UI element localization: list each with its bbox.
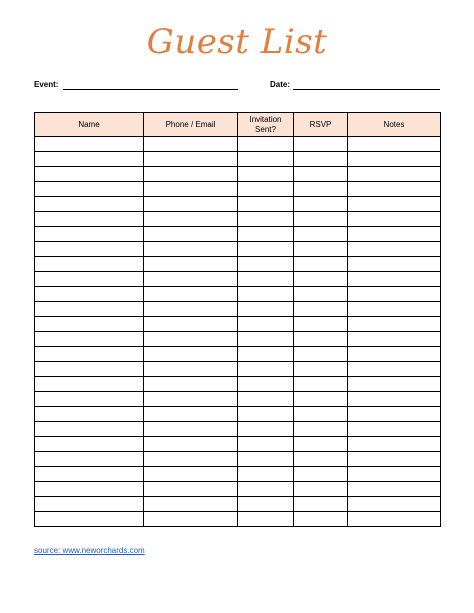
- table-row: [35, 317, 441, 332]
- date-field-line: [293, 89, 440, 90]
- invitation-sent-cell[interactable]: [238, 362, 294, 377]
- rsvp-cell[interactable]: [294, 512, 348, 527]
- guest-list-table: [34, 112, 441, 527]
- rsvp-cell[interactable]: [294, 467, 348, 482]
- invitation-sent-cell[interactable]: [238, 212, 294, 227]
- table-row: [35, 452, 441, 467]
- invitation-sent-cell[interactable]: [238, 167, 294, 182]
- invitation-sent-cell[interactable]: [238, 407, 294, 422]
- name-cell[interactable]: [35, 407, 144, 422]
- table-row: [35, 512, 441, 527]
- rsvp-cell[interactable]: [294, 332, 348, 347]
- table-row: [35, 497, 441, 512]
- invitation-sent-cell[interactable]: [238, 392, 294, 407]
- notes-cell[interactable]: [348, 212, 441, 227]
- rsvp-cell[interactable]: [294, 137, 348, 152]
- name-cell[interactable]: [35, 347, 144, 362]
- notes-cell[interactable]: [348, 272, 441, 287]
- name-cell[interactable]: [35, 227, 144, 242]
- phone-email-cell[interactable]: [144, 377, 238, 392]
- phone-email-cell[interactable]: [144, 152, 238, 167]
- rsvp-cell[interactable]: [294, 197, 348, 212]
- phone-email-cell[interactable]: [144, 362, 238, 377]
- table-row: [35, 362, 441, 377]
- name-cell[interactable]: [35, 137, 144, 152]
- notes-cell[interactable]: [348, 452, 441, 467]
- rsvp-cell[interactable]: [294, 227, 348, 242]
- rsvp-cell[interactable]: [294, 287, 348, 302]
- rsvp-cell[interactable]: [294, 302, 348, 317]
- notes-cell[interactable]: [348, 377, 441, 392]
- phone-email-cell[interactable]: [144, 452, 238, 467]
- column-header-notes: Notes: [348, 113, 441, 137]
- table-row: [35, 377, 441, 392]
- notes-cell[interactable]: [348, 137, 441, 152]
- invitation-sent-cell[interactable]: [238, 512, 294, 527]
- invitation-sent-cell[interactable]: [238, 317, 294, 332]
- notes-cell[interactable]: [348, 512, 441, 527]
- table-header-row: [35, 113, 441, 137]
- rsvp-cell[interactable]: [294, 422, 348, 437]
- table-row: [35, 302, 441, 317]
- table-row: [35, 332, 441, 347]
- invitation-sent-cell[interactable]: [238, 227, 294, 242]
- rsvp-cell[interactable]: [294, 497, 348, 512]
- name-cell[interactable]: [35, 242, 144, 257]
- table-row: [35, 182, 441, 197]
- table-row: [35, 392, 441, 407]
- table-row: [35, 137, 441, 152]
- name-cell[interactable]: [35, 437, 144, 452]
- invitation-sent-cell[interactable]: [238, 272, 294, 287]
- name-cell[interactable]: [35, 497, 144, 512]
- phone-email-cell[interactable]: [144, 512, 238, 527]
- name-cell[interactable]: [35, 257, 144, 272]
- phone-email-cell[interactable]: [144, 287, 238, 302]
- notes-cell[interactable]: [348, 242, 441, 257]
- rsvp-cell[interactable]: [294, 257, 348, 272]
- rsvp-cell[interactable]: [294, 407, 348, 422]
- notes-cell[interactable]: [348, 257, 441, 272]
- rsvp-cell[interactable]: [294, 347, 348, 362]
- name-cell[interactable]: [35, 467, 144, 482]
- table-row: [35, 212, 441, 227]
- notes-cell[interactable]: [348, 497, 441, 512]
- invitation-sent-cell[interactable]: [238, 287, 294, 302]
- table-row: [35, 242, 441, 257]
- table-row: [35, 482, 441, 497]
- table-row: [35, 407, 441, 422]
- column-header-invitation-sent: Invitation Sent?: [238, 113, 294, 137]
- phone-email-cell[interactable]: [144, 227, 238, 242]
- phone-email-cell[interactable]: [144, 437, 238, 452]
- invitation-sent-cell[interactable]: [238, 257, 294, 272]
- table-row: [35, 167, 441, 182]
- invitation-sent-cell[interactable]: [238, 182, 294, 197]
- notes-cell[interactable]: [348, 467, 441, 482]
- table-row: [35, 227, 441, 242]
- name-cell[interactable]: [35, 197, 144, 212]
- notes-cell[interactable]: [348, 332, 441, 347]
- invitation-sent-cell[interactable]: [238, 452, 294, 467]
- table-row: [35, 197, 441, 212]
- phone-email-cell[interactable]: [144, 347, 238, 362]
- table-row: [35, 152, 441, 167]
- event-field-line: [63, 89, 238, 90]
- notes-cell[interactable]: [348, 152, 441, 167]
- table-row: [35, 287, 441, 302]
- phone-email-cell[interactable]: [144, 497, 238, 512]
- notes-cell[interactable]: [348, 182, 441, 197]
- notes-cell[interactable]: [348, 437, 441, 452]
- notes-cell[interactable]: [348, 362, 441, 377]
- page-title: Guest List: [146, 22, 328, 62]
- date-label: Date:: [270, 80, 291, 89]
- invitation-sent-cell[interactable]: [238, 422, 294, 437]
- name-cell[interactable]: [35, 332, 144, 347]
- phone-email-cell[interactable]: [144, 407, 238, 422]
- rsvp-cell[interactable]: [294, 242, 348, 257]
- name-cell[interactable]: [35, 212, 144, 227]
- phone-email-cell[interactable]: [144, 422, 238, 437]
- table-row: [35, 467, 441, 482]
- name-cell[interactable]: [35, 287, 144, 302]
- invitation-sent-cell[interactable]: [238, 332, 294, 347]
- source-link[interactable]: source: www.neworchards.com: [34, 546, 145, 555]
- notes-cell[interactable]: [348, 347, 441, 362]
- notes-cell[interactable]: [348, 317, 441, 332]
- invitation-sent-cell[interactable]: [238, 482, 294, 497]
- notes-cell[interactable]: [348, 227, 441, 242]
- invitation-sent-cell[interactable]: [238, 467, 294, 482]
- name-cell[interactable]: [35, 377, 144, 392]
- invitation-sent-cell[interactable]: [238, 437, 294, 452]
- invitation-sent-cell[interactable]: [238, 152, 294, 167]
- phone-email-cell[interactable]: [144, 137, 238, 152]
- phone-email-cell[interactable]: [144, 332, 238, 347]
- column-header-phone-email: Phone / Email: [144, 113, 238, 137]
- phone-email-cell[interactable]: [144, 197, 238, 212]
- column-header-rsvp: RSVP: [294, 113, 348, 137]
- phone-email-cell[interactable]: [144, 302, 238, 317]
- notes-cell[interactable]: [348, 287, 441, 302]
- table-row: [35, 437, 441, 452]
- rsvp-cell[interactable]: [294, 437, 348, 452]
- name-cell[interactable]: [35, 182, 144, 197]
- invitation-sent-cell[interactable]: [238, 302, 294, 317]
- invitation-sent-cell[interactable]: [238, 197, 294, 212]
- rsvp-cell[interactable]: [294, 377, 348, 392]
- phone-email-cell[interactable]: [144, 392, 238, 407]
- notes-cell[interactable]: [348, 167, 441, 182]
- event-label: Event:: [34, 80, 59, 89]
- notes-cell[interactable]: [348, 422, 441, 437]
- rsvp-cell[interactable]: [294, 152, 348, 167]
- phone-email-cell[interactable]: [144, 182, 238, 197]
- invitation-sent-cell[interactable]: [238, 497, 294, 512]
- notes-cell[interactable]: [348, 392, 441, 407]
- invitation-sent-cell[interactable]: [238, 377, 294, 392]
- guest-rows: [35, 137, 441, 527]
- rsvp-cell[interactable]: [294, 182, 348, 197]
- rsvp-cell[interactable]: [294, 362, 348, 377]
- rsvp-cell[interactable]: [294, 392, 348, 407]
- phone-email-cell[interactable]: [144, 317, 238, 332]
- phone-email-cell[interactable]: [144, 482, 238, 497]
- rsvp-cell[interactable]: [294, 212, 348, 227]
- table-row: [35, 272, 441, 287]
- name-cell[interactable]: [35, 152, 144, 167]
- invitation-sent-cell[interactable]: [238, 242, 294, 257]
- rsvp-cell[interactable]: [294, 272, 348, 287]
- name-cell[interactable]: [35, 512, 144, 527]
- name-cell[interactable]: [35, 167, 144, 182]
- name-cell[interactable]: [35, 317, 144, 332]
- table-row: [35, 422, 441, 437]
- phone-email-cell[interactable]: [144, 257, 238, 272]
- name-cell[interactable]: [35, 422, 144, 437]
- rsvp-cell[interactable]: [294, 167, 348, 182]
- phone-email-cell[interactable]: [144, 167, 238, 182]
- invitation-sent-cell[interactable]: [238, 137, 294, 152]
- table-row: [35, 347, 441, 362]
- phone-email-cell[interactable]: [144, 467, 238, 482]
- rsvp-cell[interactable]: [294, 452, 348, 467]
- name-cell[interactable]: [35, 302, 144, 317]
- notes-cell[interactable]: [348, 197, 441, 212]
- phone-email-cell[interactable]: [144, 272, 238, 287]
- name-cell[interactable]: [35, 362, 144, 377]
- name-cell[interactable]: [35, 452, 144, 467]
- table-row: [35, 257, 441, 272]
- phone-email-cell[interactable]: [144, 212, 238, 227]
- notes-cell[interactable]: [348, 302, 441, 317]
- phone-email-cell[interactable]: [144, 242, 238, 257]
- name-cell[interactable]: [35, 482, 144, 497]
- rsvp-cell[interactable]: [294, 317, 348, 332]
- notes-cell[interactable]: [348, 407, 441, 422]
- invitation-sent-cell[interactable]: [238, 347, 294, 362]
- column-header-name: Name: [35, 113, 144, 137]
- rsvp-cell[interactable]: [294, 482, 348, 497]
- notes-cell[interactable]: [348, 482, 441, 497]
- name-cell[interactable]: [35, 392, 144, 407]
- name-cell[interactable]: [35, 272, 144, 287]
